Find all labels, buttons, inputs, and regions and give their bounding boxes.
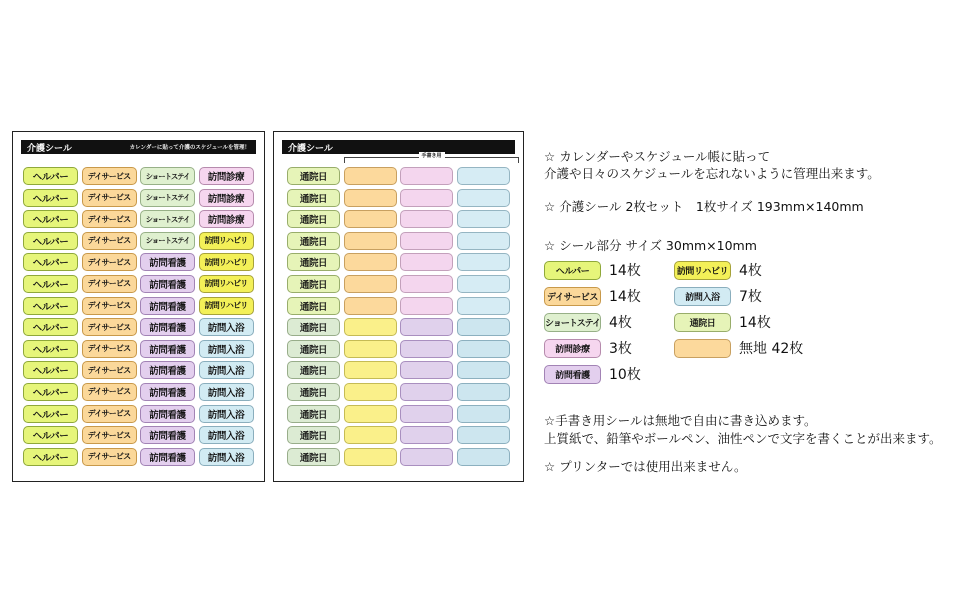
blank-sticker — [400, 253, 453, 271]
sticker-label: 通院日 — [287, 448, 340, 466]
sticker-label: ヘルパー — [23, 340, 78, 358]
legend-swatch: デイサービス — [544, 287, 601, 306]
sticker-row — [23, 232, 254, 250]
sticker-label: 通院日 — [287, 210, 340, 228]
legend-swatch: ショートステイ — [544, 313, 601, 332]
info-line-6: 上質紙で、鉛筆やボールペン、油性ペンで文字を書くことが出来ます。 — [544, 431, 942, 446]
legend-count: 無地 42枚 — [739, 341, 804, 357]
star-icon: ☆ — [544, 238, 556, 253]
sticker-grid — [287, 167, 510, 469]
sticker-label: ヘルパー — [23, 232, 78, 250]
sticker-label: 訪問リハビリ — [199, 232, 254, 250]
sticker-label: 訪問看護 — [140, 383, 195, 401]
sticker-label: 訪問リハビリ — [199, 297, 254, 315]
sticker-label: 訪問看護 — [140, 297, 195, 315]
sheet-title-bar — [21, 140, 256, 154]
blank-sticker — [344, 189, 397, 207]
sticker-label: 訪問診療 — [199, 189, 254, 207]
blank-sticker — [400, 318, 453, 336]
handwrite-label: 手書き用 — [418, 152, 444, 159]
blank-sticker — [400, 448, 453, 466]
sticker-label: デイサービス — [82, 297, 137, 315]
sticker-label: 訪問入浴 — [199, 405, 254, 423]
sticker-label: 通院日 — [287, 275, 340, 293]
blank-sticker — [457, 167, 510, 185]
blank-sticker — [400, 361, 453, 379]
star-icon: ☆ — [544, 459, 556, 474]
blank-sticker — [457, 210, 510, 228]
legend-item — [544, 364, 641, 384]
legend-count: 4枚 — [739, 263, 762, 279]
sticker-row — [287, 318, 510, 336]
blank-sticker — [344, 383, 397, 401]
blank-sticker — [344, 232, 397, 250]
sticker-row — [23, 210, 254, 228]
sticker-row — [23, 340, 254, 358]
sticker-label: デイサービス — [82, 448, 137, 466]
blank-sticker — [344, 210, 397, 228]
sticker-label: ショートステイ — [140, 189, 195, 207]
sticker-label: 訪問看護 — [140, 275, 195, 293]
blank-sticker — [457, 318, 510, 336]
sticker-label: デイサービス — [82, 340, 137, 358]
sticker-label: ヘルパー — [23, 275, 78, 293]
sticker-label: 通院日 — [287, 405, 340, 423]
sticker-label: 訪問看護 — [140, 448, 195, 466]
sticker-row — [287, 340, 510, 358]
sticker-label: デイサービス — [82, 210, 137, 228]
sticker-label: 訪問看護 — [140, 253, 195, 271]
legend-item — [544, 338, 632, 358]
blank-sticker — [457, 253, 510, 271]
blank-sticker — [400, 167, 453, 185]
sticker-label: 通院日 — [287, 189, 340, 207]
sticker-label: デイサービス — [82, 383, 137, 401]
sticker-row — [287, 426, 510, 444]
sticker-label: デイサービス — [82, 426, 137, 444]
sticker-label: ヘルパー — [23, 318, 78, 336]
sticker-label: デイサービス — [82, 361, 137, 379]
blank-sticker — [400, 275, 453, 293]
legend-swatch: 訪問診療 — [544, 339, 601, 358]
sticker-label: 訪問看護 — [140, 405, 195, 423]
star-icon: ☆ — [544, 199, 556, 214]
sticker-row — [23, 253, 254, 271]
star-icon: ☆ — [544, 149, 556, 164]
sticker-label: ヘルパー — [23, 189, 78, 207]
legend-count: 14枚 — [739, 315, 771, 331]
sticker-label: 訪問入浴 — [199, 448, 254, 466]
sticker-label: 訪問看護 — [140, 361, 195, 379]
legend-swatch: 通院日 — [674, 313, 731, 332]
sticker-row — [287, 405, 510, 423]
blank-sticker — [344, 167, 397, 185]
sticker-label: デイサービス — [82, 232, 137, 250]
sticker-row — [287, 448, 510, 466]
sticker-label: デイサービス — [82, 275, 137, 293]
sticker-label: ヘルパー — [23, 253, 78, 271]
sticker-label: デイサービス — [82, 189, 137, 207]
legend-count: 7枚 — [739, 289, 762, 305]
blank-sticker — [457, 189, 510, 207]
sticker-label: 訪問入浴 — [199, 318, 254, 336]
blank-sticker — [344, 361, 397, 379]
sticker-label: 通院日 — [287, 297, 340, 315]
legend-swatch: ヘルパー — [544, 261, 601, 280]
legend-count: 14枚 — [609, 263, 641, 279]
sticker-label: 通院日 — [287, 426, 340, 444]
blank-sticker — [344, 426, 397, 444]
sticker-label: 通院日 — [287, 361, 340, 379]
blank-sticker — [400, 297, 453, 315]
sticker-label: ヘルパー — [23, 405, 78, 423]
sticker-label: ショートステイ — [140, 210, 195, 228]
legend-item — [544, 312, 632, 332]
blank-sticker — [344, 405, 397, 423]
sticker-row — [287, 275, 510, 293]
legend-count: 4枚 — [609, 315, 632, 331]
info-line-5: ☆手書き用シールは無地で自由に書き込めます。 — [544, 413, 817, 428]
blank-sticker — [400, 232, 453, 250]
sticker-row — [23, 297, 254, 315]
sticker-row — [23, 318, 254, 336]
blank-sticker — [344, 275, 397, 293]
sticker-row — [23, 383, 254, 401]
sticker-row — [287, 383, 510, 401]
sticker-row — [287, 210, 510, 228]
blank-sticker — [400, 383, 453, 401]
legend-item — [674, 286, 762, 306]
legend-count: 14枚 — [609, 289, 641, 305]
legend-swatch: 訪問リハビリ — [674, 261, 731, 280]
blank-sticker — [457, 405, 510, 423]
blank-sticker — [344, 253, 397, 271]
sticker-label: ヘルパー — [23, 448, 78, 466]
legend-count: 3枚 — [609, 341, 632, 357]
sticker-label: 訪問入浴 — [199, 426, 254, 444]
sticker-label: ショートステイ — [140, 232, 195, 250]
sticker-label: 訪問看護 — [140, 426, 195, 444]
sticker-row — [23, 189, 254, 207]
sticker-grid — [23, 167, 254, 469]
sticker-row — [23, 167, 254, 185]
sticker-row — [287, 297, 510, 315]
legend-count: 10枚 — [609, 367, 641, 383]
legend-swatch: 訪問看護 — [544, 365, 601, 384]
sticker-row — [23, 275, 254, 293]
sticker-row — [287, 167, 510, 185]
sticker-row — [23, 361, 254, 379]
sticker-label: 通院日 — [287, 340, 340, 358]
blank-sticker — [344, 340, 397, 358]
info-line-2: 介護や日々のスケジュールを忘れないように管理出来ます。 — [544, 166, 880, 181]
sticker-label: 訪問入浴 — [199, 340, 254, 358]
sticker-legend — [544, 260, 804, 390]
legend-item — [544, 260, 641, 280]
handwrite-bracket — [344, 153, 519, 163]
legend-item — [674, 260, 762, 280]
sticker-sheet-1 — [12, 131, 265, 482]
sticker-label: ヘルパー — [23, 361, 78, 379]
sticker-label: ショートステイ — [140, 167, 195, 185]
blank-sticker — [400, 189, 453, 207]
sheet-subtitle: カレンダーに貼って介護のスケジュールを管理！ — [129, 145, 250, 151]
sticker-label: 訪問診療 — [199, 167, 254, 185]
legend-item — [674, 338, 803, 358]
sticker-label: 通院日 — [287, 383, 340, 401]
info-line-1: ☆ カレンダーやスケジュール帳に貼って — [544, 149, 771, 164]
sheet-title: 介護シール — [27, 143, 72, 154]
sticker-row — [23, 448, 254, 466]
sticker-label: ヘルパー — [23, 426, 78, 444]
sticker-label: デイサービス — [82, 405, 137, 423]
sticker-label: 通院日 — [287, 232, 340, 250]
sticker-row — [23, 426, 254, 444]
star-icon: ☆ — [544, 413, 556, 428]
legend-swatch — [674, 339, 731, 358]
blank-sticker — [457, 426, 510, 444]
sticker-label: 訪問入浴 — [199, 361, 254, 379]
legend-item — [544, 286, 641, 306]
sticker-label: 訪問リハビリ — [199, 275, 254, 293]
sticker-label: 訪問リハビリ — [199, 253, 254, 271]
sheet-title-bar — [282, 140, 515, 154]
blank-sticker — [457, 275, 510, 293]
blank-sticker — [400, 340, 453, 358]
legend-swatch: 訪問入浴 — [674, 287, 731, 306]
sticker-label: 通院日 — [287, 253, 340, 271]
sticker-sheet-2 — [273, 131, 524, 482]
sticker-label: 訪問看護 — [140, 318, 195, 336]
info-line-3: ☆ 介護シール 2枚セット 1枚サイズ 193mm×140mm — [544, 199, 864, 214]
blank-sticker — [400, 210, 453, 228]
sticker-row — [23, 405, 254, 423]
sticker-label: ヘルパー — [23, 297, 78, 315]
blank-sticker — [400, 405, 453, 423]
sticker-label: デイサービス — [82, 253, 137, 271]
sticker-label: ヘルパー — [23, 167, 78, 185]
sheet-title: 介護シール — [288, 143, 333, 154]
blank-sticker — [344, 448, 397, 466]
blank-sticker — [344, 297, 397, 315]
blank-sticker — [344, 318, 397, 336]
blank-sticker — [457, 383, 510, 401]
info-line-7: ☆ プリンターでは使用出来ません。 — [544, 459, 747, 474]
blank-sticker — [457, 361, 510, 379]
sticker-label: 通院日 — [287, 318, 340, 336]
sticker-label: 通院日 — [287, 167, 340, 185]
legend-item — [674, 312, 771, 332]
sticker-row — [287, 253, 510, 271]
sticker-row — [287, 361, 510, 379]
sticker-label: ヘルパー — [23, 383, 78, 401]
sticker-label: デイサービス — [82, 167, 137, 185]
sticker-label: 訪問入浴 — [199, 383, 254, 401]
blank-sticker — [400, 426, 453, 444]
sticker-label: 訪問看護 — [140, 340, 195, 358]
blank-sticker — [457, 340, 510, 358]
info-line-4: ☆ シール部分 サイズ 30mm×10mm — [544, 238, 757, 253]
blank-sticker — [457, 232, 510, 250]
sticker-label: ヘルパー — [23, 210, 78, 228]
blank-sticker — [457, 448, 510, 466]
sticker-row — [287, 232, 510, 250]
sticker-label: 訪問診療 — [199, 210, 254, 228]
blank-sticker — [457, 297, 510, 315]
sticker-row — [287, 189, 510, 207]
sticker-label: デイサービス — [82, 318, 137, 336]
